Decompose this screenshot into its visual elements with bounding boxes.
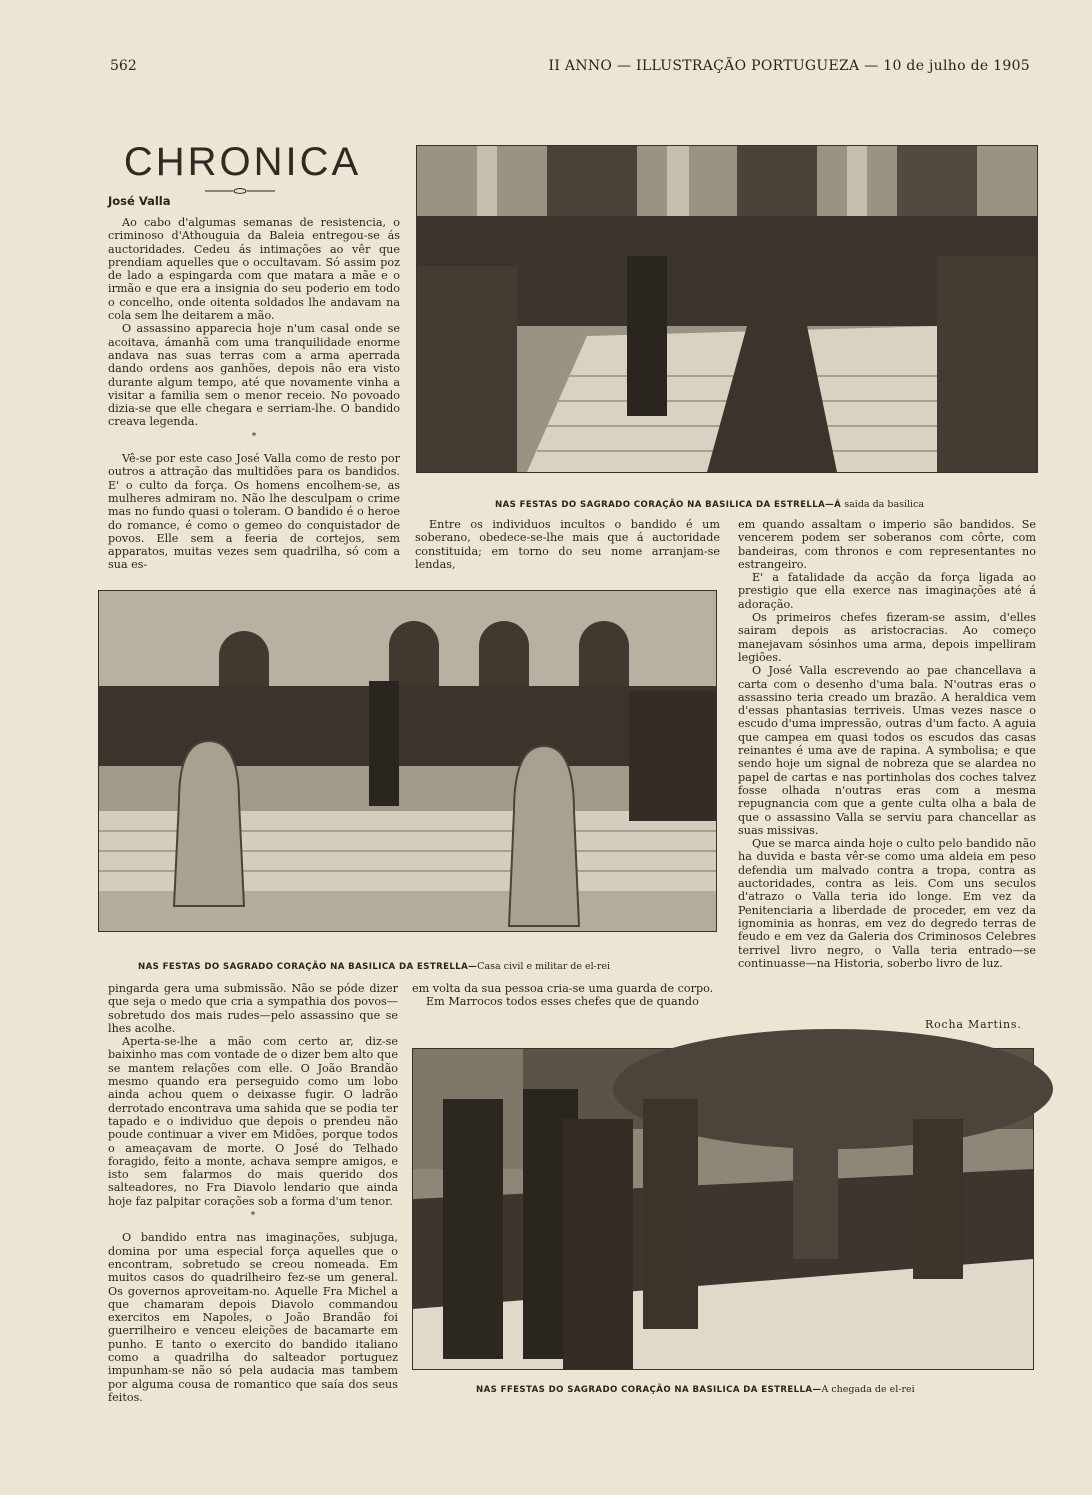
photo-saida-basilica [416,145,1038,473]
paragraph: Vê-se por este caso José Valla como de resto por outros a attração das multidões para os bandidos. E' o culto da força. Os homens encolhem-se, as mulheres admiram no. Não lhe desculpam o crime mas no fundo quasi o toleram. O bandido é o heroe do romance, é como o gemeo do conquistador de povos. Elle sem a feeria de cortejos, sem apparatos, muitas vezes sem quadrilha, só com a sua es- [108,452,400,572]
column-3-mid [738,518,1036,1014]
section-star: * [251,431,257,442]
paragraph: Ao cabo d'algumas semanas de resistencia, o criminoso d'Athouguia da Baleia entregou-se ás auctoridades. Cedeu ás intimações ao vêr que prendiam aquelles que o occultavam. Só assim poz de lado a espingarda com que matara a mãe e o irmão e que era a insignia do seu poderio em todo o concelho, onde oitenta soldados lhe andavam na cola sem lhe deitarem a mão. [108,216,400,323]
article-subtitle: José Valla [108,194,171,208]
photo-placeholder-icon [413,1049,1033,1369]
title-ornament [205,188,275,194]
column-1-bottom [108,982,398,1404]
paragraph: E' a fatalidade da acção da força ligada ao prestigio que ella exerce nas imaginações até á adoração. [738,571,1036,611]
paragraph: O assassino apparecia hoje n'um casal onde se acoitava, ámanhã com uma tranquilidade enorme andava nas suas terras com a arma aperrada dando ordens aos ganhões, depois não era visto durante algum tempo, até que novamente vinha a visitar a familia sem o menor receio. No povoado dizia-se que elle chegara e serriam-lhe. O bandido creava legenda. [108,322,400,429]
photo-placeholder-icon [417,146,1037,472]
photo-caption: NAS FESTAS DO SAGRADO CORAÇÃO NA BASILICA DA ESTRELLA—Á saida da basilica [495,499,925,510]
running-header: II ANNO — ILLUSTRAÇÃO PORTUGUEZA — 10 de julho de 1905 [548,58,1030,74]
photo-caption: NAS FFESTAS DO SAGRADO CORAÇÃO NA BASILICA DA ESTRELLA—A chegada de el-rei [476,1384,915,1395]
article-title: CHRONICA [123,140,362,184]
paragraph: Que se marca ainda hoje o culto pelo bandido não ha duvida e basta vêr-se como uma aldeia em peso defendia um malvado contra a tropa, contra as auctoridades, contra as leis. Com uns seculos d'atrazo o Valla teria ido longe. Em vez da Penitenciaria a liberdade de proceder, em vez da ignominia as honras, em vez do degredo terras de feudo e em vez da Galeria dos Criminosos Celebres terrivel livro negro, o Valla teria entrado—se continuasse—na Historia, soberbo livro de luz. [738,837,1036,970]
paragraph: Entre os individuos incultos o bandido é um soberano, obedece-se-lhe mais que á auctoridade constituida; em torno do seu nome arranjam-se lendas, [415,518,720,571]
paragraph: Aperta-se-lhe a mão com certo ar, diz-se baixinho mas com vontade de o dizer bem alto que se mantem relações com elle. O João Brandão mesmo quando era perseguido como um lobo ainda achou quem o deixasse fugir. O ladrão derrotado encontrava uma sahida que se podia ter tapado e o individuo que depois o prendeu não poude continuar a viver em Midões, porque todos o ameaçavam de morte. O José do Telhado foragido, feito a monte, achava sempre amigos, e isto sem falarmos do mais querido dos salteadores, no Fra Diavolo lendario que ainda hoje faz palpitar corações sob a forma d'um tenor. [108,1035,398,1208]
photo-casa-civil-militar [98,590,717,932]
paragraph: Em Marrocos todos esses chefes que de quando [426,995,699,1009]
paragraph: em quando assaltam o imperio são bandidos. Se vencerem podem ser soberanos com côrte, com bandeiras, com thronos e com representantes no estrangeiro. [738,518,1036,571]
paragraph: em volta da sua pessoa cria-se uma guarda de corpo. [412,982,714,995]
photo-placeholder-icon [99,591,716,931]
photo-caption: NAS FESTAS DO SAGRADO CORAÇÃO NA BASILICA DA ESTRELLA—Casa civil e militar de el-rei [138,961,611,972]
signature: Rocha Martins. [925,1018,1022,1031]
column-1-top [108,216,400,572]
paragraph: pingarda gera uma submissão. Não se póde dizer que seja o medo que cria a sympathia dos povos—sobretudo dos mais rudes—pelo assassino que se lhes acolhe. [108,982,398,1035]
section-star: * [250,1211,256,1222]
paragraph: Os primeiros chefes fizeram-se assim, d'elles sairam depois as aristocracias. Ao começo manejavam sósinhos uma arma, depois impelliram legiões. [738,611,1036,664]
paragraph: O José Valla escrevendo ao pae chancellava a carta com o desenho d'uma bala. N'outras eras o assassino teria creado um brazão. A heraldica vem d'essas phantasias terriveis. Umas vezes nasce o escudo d'uma impressão, outras d'um facto. A aguia que campea em quasi todos os escudos das casas reinantes é uma ave de rapina. A symbolisa; e que sendo hoje um signal de nobreza que se alardea no papel de cartas e nas portinholas dos coches talvez fosse olhada n'outras eras com a mesma repugnancia com que a gente culta olha a bala de que o assassino Valla se serviu para chancellar as suas missivas. [738,664,1036,837]
column-2-bottom [412,982,717,1026]
column-2-mid [415,518,720,571]
paragraph: O bandido entra nas imaginações, subjuga, domina por uma especial força aquelles que o encontram, sobretudo se creou nomeada. Em muitos casos do quadrilheiro fez-se um general. Os governos aproveitam-no. Aquelle Fra Michel a que chamaram depois Diavolo commandou exercitos em Napoles, o João Brandão foi guerrilheiro e venceu eleições de bacamarte em punho. E tanto o exercito do bandido italiano como a quadrilha do salteador portuguez impunham-se não só pela audacia mas tambem por alguma cousa de romantico que saía dos seus feitos. [108,1231,398,1404]
page-number: 562 [110,58,137,74]
photo-chegada-el-rei [412,1048,1034,1370]
